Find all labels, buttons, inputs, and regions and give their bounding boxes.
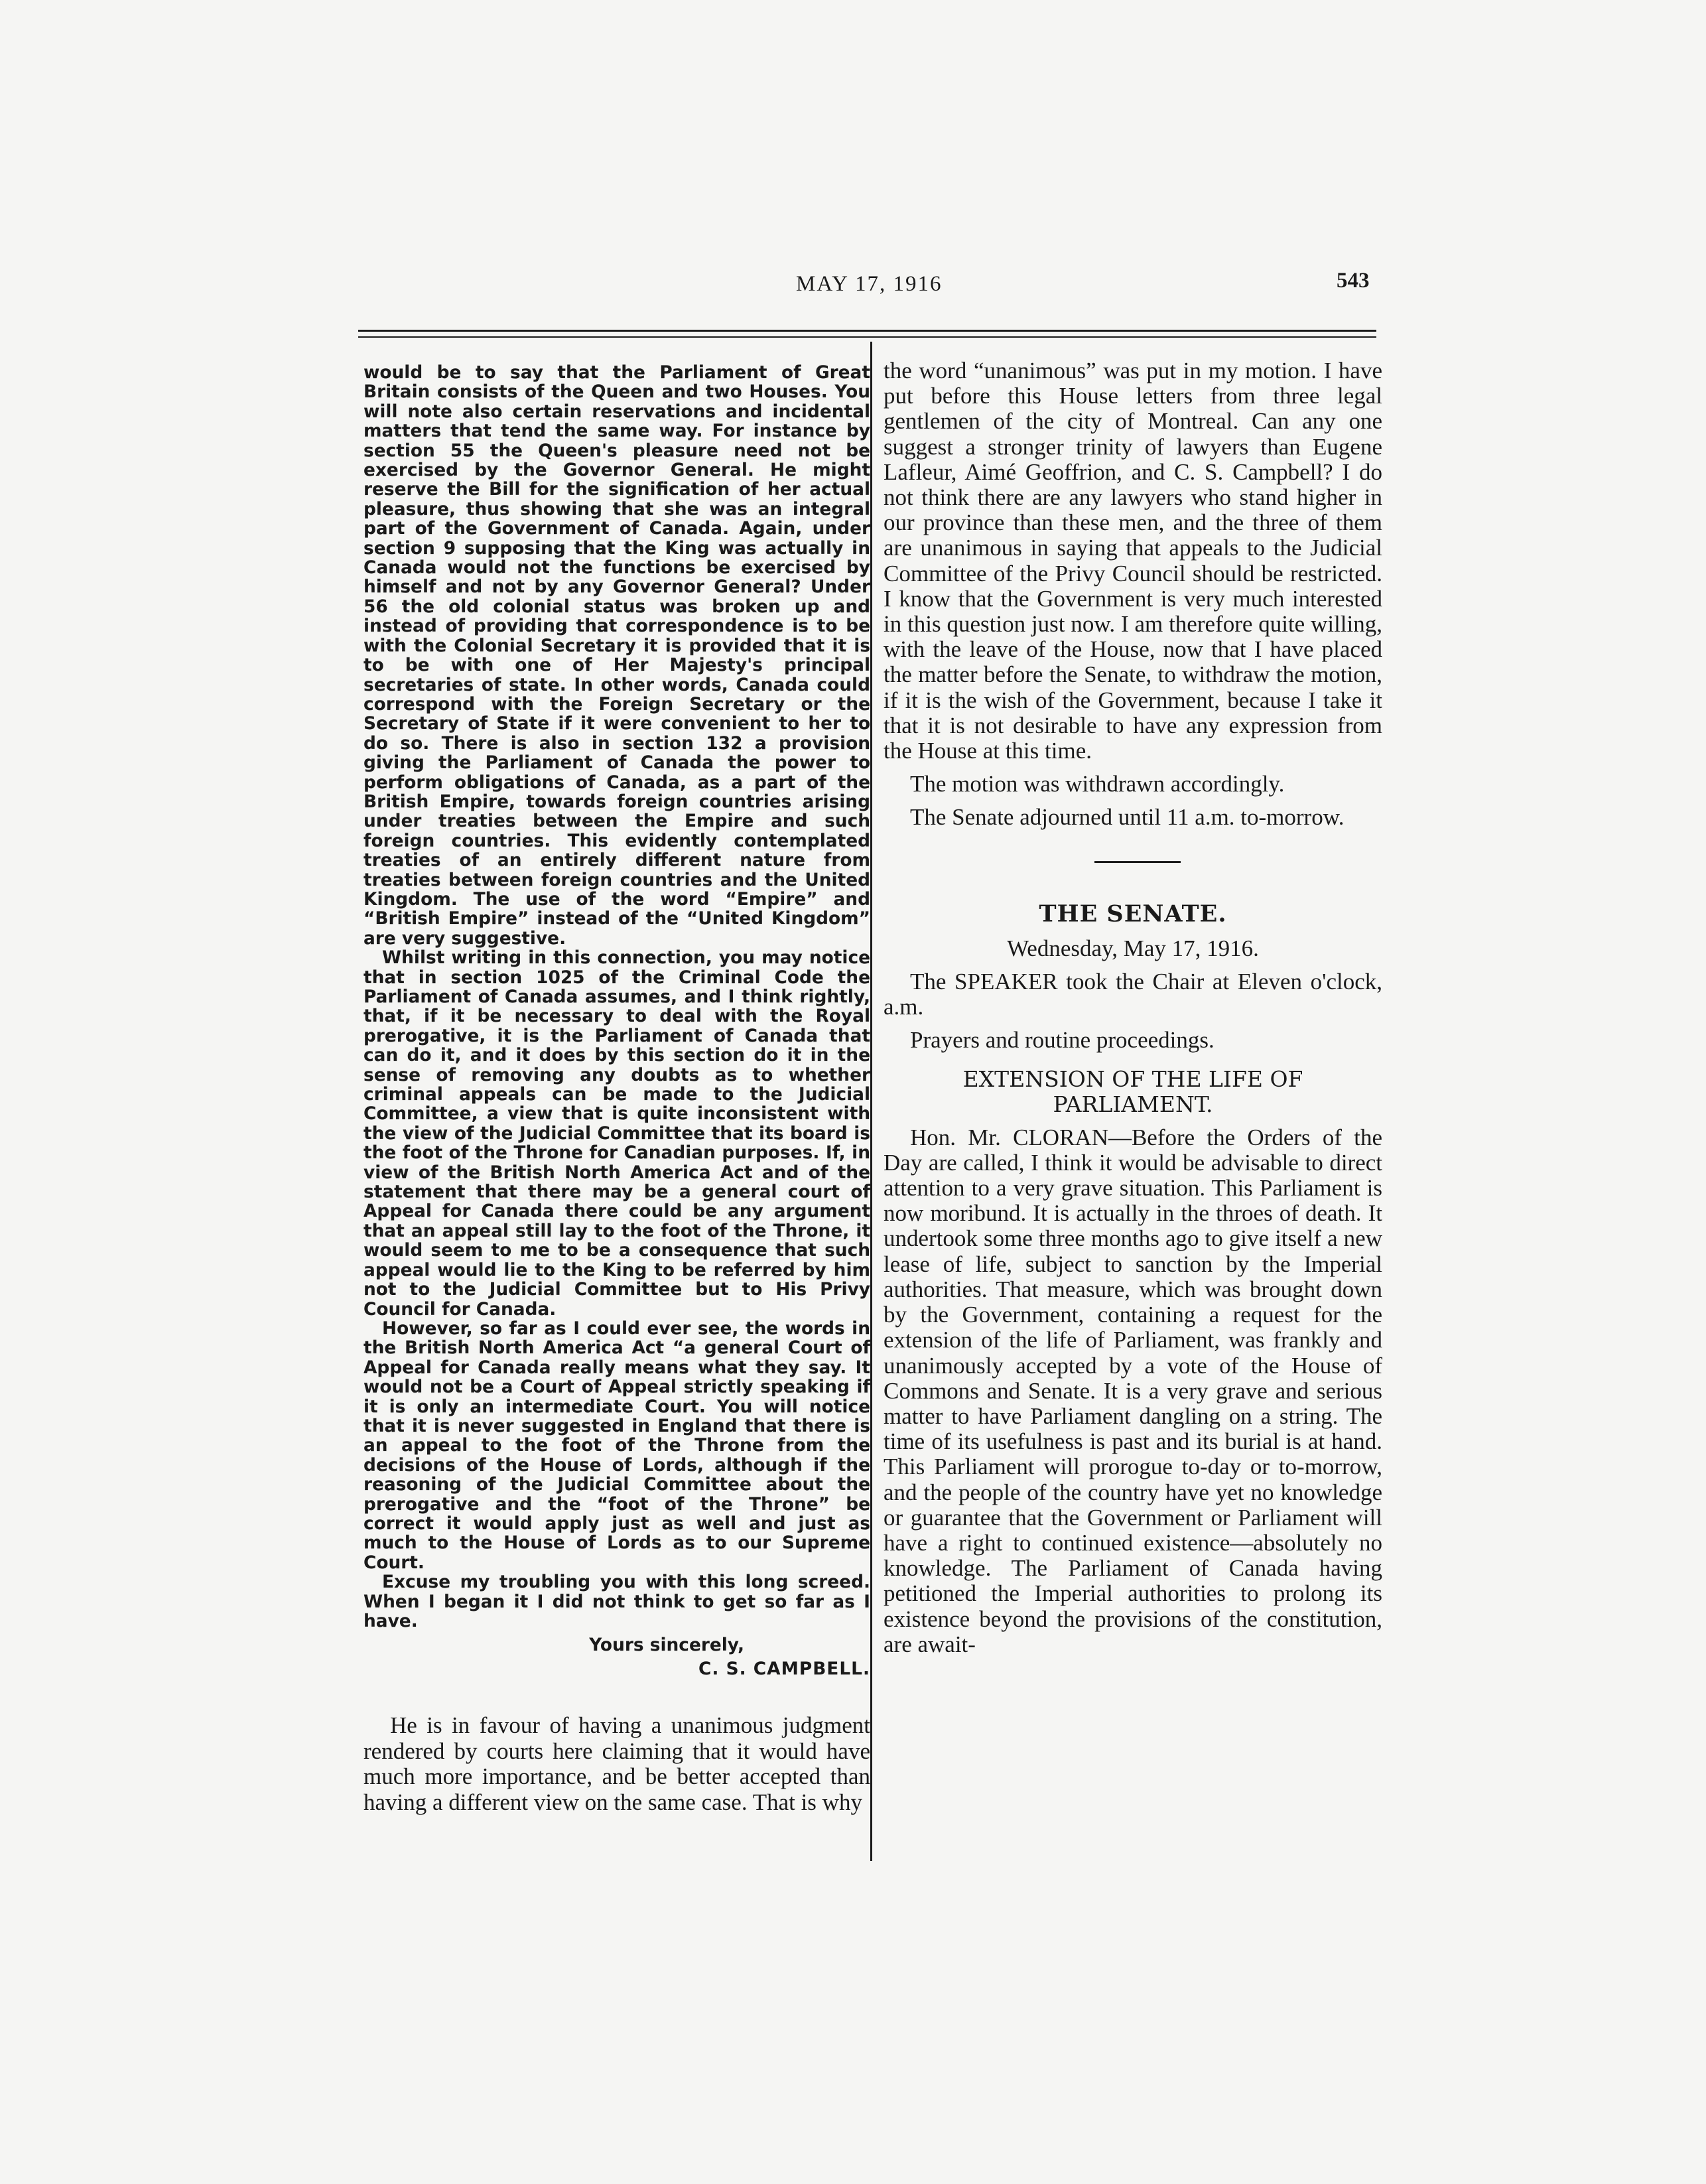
letter-paragraph: Whilst writing in this connection, you may notice that in section 1025 of the Criminal Code the Parliament of Canada assumes, and I think rightly, that, if it be necessary to deal with the Royal prerogative, it is the Parliament of Canada that can do it, and it does by this section do it in the sense of removing any doubts as to whether criminal appeals can be made to the Judicial Committee, a view that is quite inconsistent with the view of the Judicial Committee that its board is the foot of the Throne for Canadian purposes. If, in view of the British North America Act and of the statement that there may be a general court of Appeal for Canada there could be any argument that an appeal still lay to the foot of the Throne, it would seem to me to be a consequence that such appeal would lie to the King to be referred by him not to the Judicial Committee but to His Privy Council for Canada. [363,947,870,1320]
speaker-text: The SPEAKER took the Chair at Eleven o'clock, a.m. [884,969,1382,1020]
letter-signature: C. S. CAMPBELL. [698,1659,870,1680]
right-column [884,358,1382,1657]
letter-closing: Yours sincerely, [589,1635,744,1656]
section-heading: EXTENSION OF THE LIFE OF PARLIAMENT. [962,1065,1303,1117]
header-rule [358,330,1376,332]
senate-title: THE SENATE. [1039,900,1227,927]
senate-date: Wednesday, May 17, 1916. [1007,935,1259,961]
motion-withdrawn-text: The motion was withdrawn accordingly. [910,771,1285,797]
cloran-speech: Hon. Mr. CLORAN—Before the Orders of the Day are called, I think it would be advisable to direct attention to a very grave situation. This Parliament is now moribund. It is actually in the throes of death. It undertook some three months ago to give itself a new lease of life, subject to sanction by the Imperial authorities. That measure, which was brought down by the Government, containing a request for the extension of the life of Parliament, was frankly and unanimously accepted by a vote of the House of Commons and Senate. It is a very grave and serious matter to have Parliament dangling on a string. The time of its usefulness is past and its burial is at hand. This Parliament will prorogue to-day or to-morrow, and the people of the country have yet no knowledge or guarantee that the Government or Parliament will have a right to continued existence—absolutely no knowledge. The Parliament of Canada having petitioned the Imperial authorities to prolong its existence beyond the provisions of the constitution, are await- [884,1124,1382,1657]
column-divider [870,342,872,1861]
adjournment-text: The Senate adjourned until 11 a.m. to-morrow. [910,804,1345,831]
letter-paragraph: would be to say that the Parliament of Great Britain consists of the Queen and two Houses. You will note also certain reservations and incidental matters that tend the same way. For instance by section 55 the Queen's pleasure need not be exercised by the Governor General. He might reserve the Bill for the signification of her actual pleasure, thus showing that she was an integral part of the Government of Canada. Again, under section 9 supposing that the King was actually in Canada would not the functions be exercised by himself and not by any Governor General? Under 56 the old colonial status was broken up and instead of providing that correspondence is to be with the Colonial Secretary it is provided that it is to be with one of Her Majesty's principal secretaries of state. In other words, Canada could correspond with the Foreign Secretary or the Secretary of State if it were convenient to her to do so. There is also in section 132 a provision giving the Parliament of Canada the power to perform obligations of Canada, as a part of the British Empire, towards foreign countries arising under treaties between the Empire and such foreign countries. This evidently contemplated treaties of an entirely different nature from treaties between foreign countries and the United Kingdom. The use of the word “Empire” and “British Empire” instead of the “United Kingdom” are very suggestive. [363,362,870,949]
page-date: MAY 17, 1916 [796,272,943,296]
speech-paragraph: He is in favour of having a unanimous judgment rendered by courts here claiming that it would have much more importance, and be better accepted than having a different view on the same case. That is why [363,1712,870,1815]
page-number: 543 [1337,269,1370,293]
letter-paragraph: Excuse my troubling you with this long screed. When I began it I did not think to get so far as I have. [363,1572,870,1631]
letter-paragraph: However, so far as I could ever see, the words in the British North America Act “a general Court of Appeal for Canada really means what they say. It would not be a Court of Appeal strictly speaking if it is only an intermediate Court. You will notice that it is never suggested in England that there is an appeal to the foot of the Throne from the decisions of the House of Lords, although if the reasoning of the Judicial Committee about the prerogative and the “foot of the Throne” be correct it would apply just as well and just as much to the House of Lords as to our Supreme Court. [363,1318,870,1573]
left-column [363,363,870,1815]
letter-signoff [363,1633,870,1681]
prayers-text: Prayers and routine proceedings. [910,1027,1214,1054]
speech-continuation: the word “unanimous” was put in my motion. I have put before this House letters from three legal gentlemen of the city of Montreal. Can any one suggest a stronger trinity of lawyers than Eugene Lafleur, Aimé Geoffrion, and C. S. Campbell? I do not think there are any lawyers who stand higher in our province than these men, and the three of them are unanimous in saying that appeals to the Judicial Committee of the Privy Council should be restricted. I know that the Government is very much interested in this question just now. I am therefore quite willing, with the leave of the House, now that I have placed the matter before the Senate, to withdraw the motion, if it is the wish of the Government, because I take it that it is not desirable to have any expression from the House at this time. [884,358,1382,764]
header-rule-thin [358,336,1376,338]
section-rule [1094,861,1181,863]
